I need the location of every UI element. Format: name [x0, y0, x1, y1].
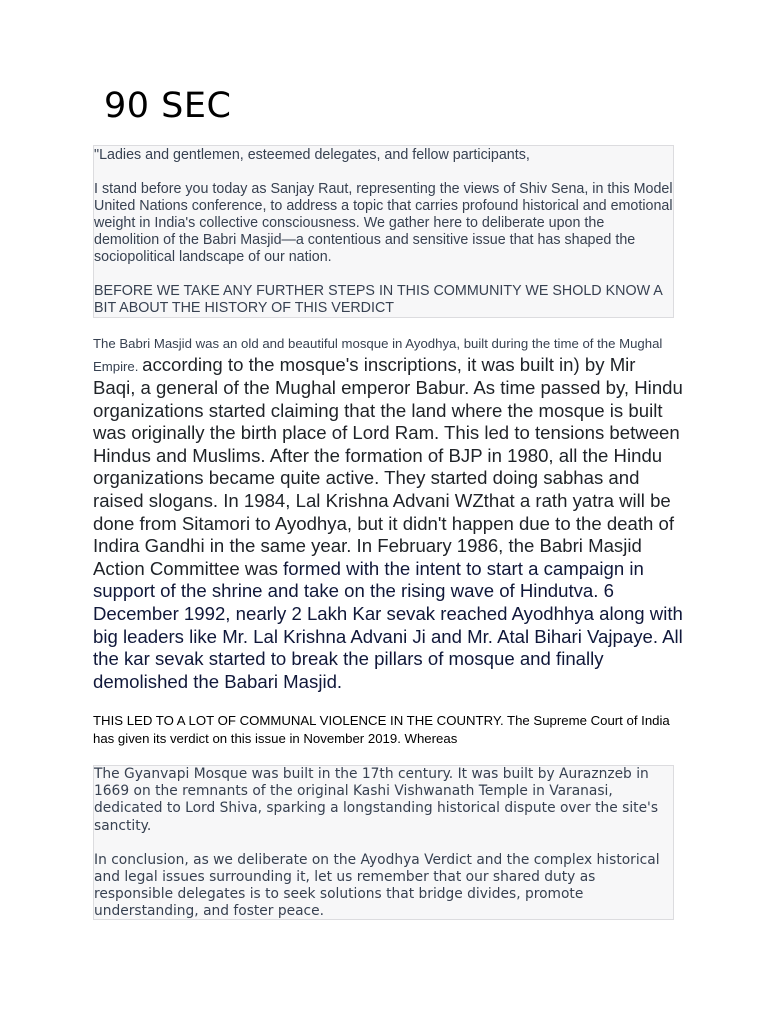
spacer	[94, 835, 673, 852]
greeting-text: "Ladies and gentlemen, esteemed delegates, and fellow participants,	[94, 147, 530, 163]
gyanvapi-text: The Gyanvapi Mosque was built in the 17th century. It was built by Auraznzeb in 1669 on the remnants of the original Kashi Vishwanath Temple in Varanasi, dedicated to Lord Shiva, sparking a longstanding historical dispute over the site's sanctity.	[94, 766, 659, 834]
spacer	[94, 266, 673, 283]
conclusion-text: In conclusion, as we deliberate on the Ayodhya Verdict and the complex historical and legal issues surrounding it, let us remember that our shared duty as responsible delegates is to seek solutions that bridge divides, promote understanding, and foster peace.	[94, 851, 660, 920]
closing-box	[93, 765, 674, 920]
mir-baqi-link: Mir Baqi	[93, 354, 636, 398]
spacer	[94, 164, 673, 181]
statement-text: I stand before you today as Sanjay Raut, representing the views of Shiv Sena, in this Model United Nations conference, to address a topic that carries profound historical and emotional weight in India's collective consciousness. We gather here to deliberate upon the demolition of the Babri Masjid—a contentious and sensitive issue that has shaped the sociopolitical landscape of our nation.	[94, 181, 673, 265]
history-part2: , a general of the Mughal emperor Babur. As time passed by, Hindu organizations started claiming that the land where the mosque is built was originally the birth place of Lord Ram. This led to tensions between Hindus and Muslims. After the formation of BJP in 1980, all the Hindu organizations became quite active. They started doing sabhas and raised slogans. In 1984, Lal Krishna Advani WZthat a rath yatra will be done from Sitamori to Ayodhya, but it didn't happen due to the death of Indira Gandhi in the same year. In February 1986, the Babri Masjid Action Committee was	[93, 377, 683, 579]
caps-note-text: BEFORE WE TAKE ANY FURTHER STEPS IN THIS COMMUNITY WE SHOLD KNOW A BIT ABOUT THE HISTORY OF THIS VERDICT	[94, 283, 662, 316]
page-title: 90 SEC	[104, 86, 232, 126]
history-paragraph	[93, 333, 683, 693]
history-part3: formed with the intent to start a campaign in support of the shrine and take on the rising wave of Hindutva. 6 December 1992, nearly 2 Lakh Kar sevak reached Ayodhhya along with big leaders like Mr. Lal Krishna Advani Ji and Mr. Atal Bihari Vajpaye. All the kar sevak started to break the pillars of mosque and finally demolished the Babari Masjid.	[93, 557, 683, 692]
violence-paragraph: THIS LED TO A LOT OF COMMUNAL VIOLENCE IN THE COUNTRY. The Supreme Court of India has given its verdict on this issue in November 2019. Whereas	[93, 713, 670, 746]
intro-box	[93, 145, 674, 318]
history-lead: The Babri Masjid was an old and beautiful mosque in Ayodhya, built during the time of the Mughal Empire.	[93, 336, 663, 374]
history-part1: according to the mosque's inscriptions, it was built in) by	[142, 354, 610, 375]
